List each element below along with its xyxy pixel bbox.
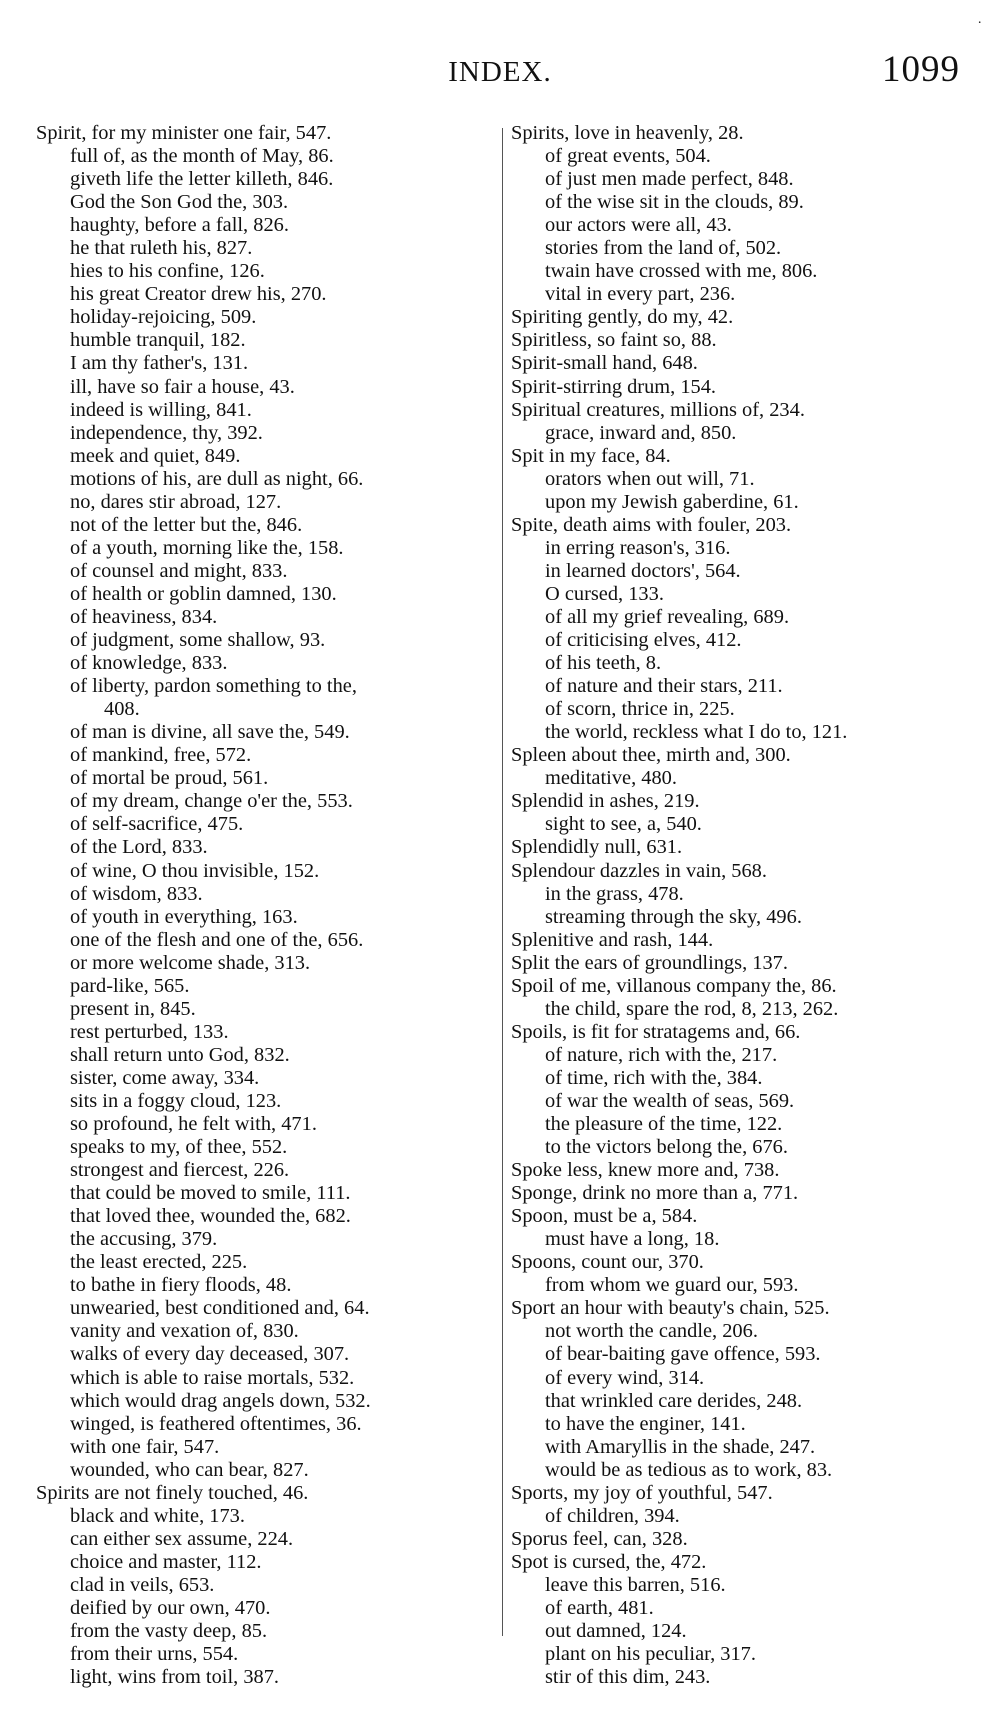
index-entry: Spirit-stirring drum, 154.	[511, 375, 717, 398]
index-subentry: that loved thee, wounded the, 682.	[70, 1205, 351, 1228]
index-subentry: the least erected, 225.	[70, 1251, 248, 1274]
index-subentry: streaming through the sky, 496.	[545, 905, 802, 928]
index-subentry: in the grass, 478.	[545, 882, 684, 905]
index-subentry: of scorn, thrice in, 225.	[545, 698, 735, 721]
index-subentry: shall return unto God, 832.	[70, 1043, 290, 1066]
index-subentry: wounded, who can bear, 827.	[70, 1458, 309, 1481]
index-subentry: from their urns, 554.	[70, 1643, 239, 1666]
index-subentry: of just men made perfect, 848.	[545, 168, 794, 191]
index-subentry: that wrinkled care derides, 248.	[545, 1389, 803, 1412]
index-subentry: O cursed, 133.	[545, 582, 664, 605]
index-subentry: orators when out will, 71.	[545, 467, 755, 490]
index-subentry: of nature, rich with the, 217.	[545, 1043, 778, 1066]
index-subentry: haughty, before a fall, 826.	[70, 214, 289, 237]
page-number: 1099	[882, 49, 960, 90]
index-entry: Sporus feel, can, 328.	[511, 1527, 688, 1550]
index-subentry: with Amaryllis in the shade, 247.	[545, 1435, 816, 1458]
index-entry: Sponge, drink no more than a, 771.	[511, 1182, 799, 1205]
index-subentry: of earth, 481.	[545, 1597, 654, 1619]
index-entry: Splendidly null, 631.	[511, 836, 683, 859]
index-entry: Splendour dazzles in vain, 568.	[511, 859, 767, 882]
index-entry: Spit in my face, 84.	[511, 444, 671, 467]
index-subentry: twain have crossed with me, 806.	[545, 260, 818, 283]
index-subentry: the world, reckless what I do to, 121.	[545, 721, 848, 744]
index-subentry: of the Lord, 833.	[70, 836, 208, 859]
index-entry: Spirits are not finely touched, 46.	[36, 1481, 309, 1504]
index-subentry: upon my Jewish gaberdine, 61.	[545, 490, 799, 513]
index-subentry: from whom we guard our, 593.	[545, 1274, 799, 1297]
index-subentry: choice and master, 112.	[70, 1550, 262, 1573]
index-subentry: of self-sacrifice, 475.	[70, 813, 244, 836]
index-subentry: of his teeth, 8.	[545, 652, 662, 675]
index-subentry: of health or goblin damned, 130.	[70, 582, 337, 605]
index-subentry: his great Creator drew his, 270.	[70, 283, 327, 306]
index-subentry: no, dares stir abroad, 127.	[70, 490, 282, 513]
index-subentry: sits in a foggy cloud, 123.	[70, 1089, 282, 1112]
index-subentry: of a youth, morning like the, 158.	[70, 536, 344, 559]
index-entry: Spirit, for my minister one fair, 547.	[36, 122, 332, 144]
index-subentry: stories from the land of, 502.	[545, 237, 782, 260]
index-subentry: to have the enginer, 141.	[545, 1412, 746, 1435]
index-entry: Sport an hour with beauty's chain, 525.	[511, 1297, 830, 1320]
index-subentry: hies to his confine, 126.	[70, 260, 265, 283]
index-entry: Spiritless, so faint so, 88.	[511, 329, 717, 352]
index-entry: Spiritual creatures, millions of, 234.	[511, 398, 805, 421]
index-subentry: I am thy father's, 131.	[70, 352, 249, 375]
index-subentry: of bear-baiting gave offence, 593.	[545, 1343, 821, 1366]
index-subentry: can either sex assume, 224.	[70, 1527, 294, 1550]
index-entry: Spoils, is fit for stratagems and, 66.	[511, 1020, 801, 1043]
index-subentry: vanity and vexation of, 830.	[70, 1320, 299, 1343]
left-index-column	[36, 122, 506, 1689]
index-subentry: present in, 845.	[70, 997, 196, 1020]
index-subentry: of criticising elves, 412.	[545, 629, 742, 652]
index-subentry: the pleasure of the time, 122.	[545, 1113, 783, 1136]
index-subentry: holiday-rejoicing, 509.	[70, 306, 257, 329]
column-divider	[502, 128, 503, 1636]
index-subentry: of counsel and might, 833.	[70, 559, 288, 582]
index-subentry: that could be moved to smile, 111.	[70, 1182, 351, 1205]
index-subentry: of my dream, change o'er the, 553.	[70, 790, 353, 813]
index-subentry: of mankind, free, 572.	[70, 744, 252, 767]
index-continuation: 408.	[104, 698, 140, 721]
page-header	[40, 48, 960, 98]
index-subentry: of man is divine, all save the, 549.	[70, 721, 350, 744]
index-subentry: one of the flesh and one of the, 656.	[70, 928, 364, 951]
index-subentry: sister, come away, 334.	[70, 1066, 260, 1089]
index-subentry: clad in veils, 653.	[70, 1573, 215, 1596]
index-subentry: winged, is feathered oftentimes, 36.	[70, 1412, 362, 1435]
index-subentry: of great events, 504.	[545, 145, 711, 168]
index-subentry: of war the wealth of seas, 569.	[545, 1089, 795, 1112]
index-subentry: independence, thy, 392.	[70, 421, 263, 444]
index-subentry: to bathe in fiery floods, 48.	[70, 1274, 292, 1297]
index-subentry: he that ruleth his, 827.	[70, 237, 253, 260]
index-subentry: of children, 394.	[545, 1504, 680, 1527]
index-entry: Splenitive and rash, 144.	[511, 928, 714, 951]
index-subentry: stir of this dim, 243.	[545, 1666, 711, 1689]
index-subentry: our actors were all, 43.	[545, 214, 732, 237]
index-subentry: pard-like, 565.	[70, 974, 190, 997]
index-subentry: grace, inward and, 850.	[545, 421, 737, 444]
index-subentry: ill, have so fair a house, 43.	[70, 375, 295, 398]
index-subentry: of judgment, some shallow, 93.	[70, 629, 326, 652]
index-subentry: out damned, 124.	[545, 1620, 687, 1643]
index-subentry: meditative, 480.	[545, 767, 677, 790]
index-entry: Spot is cursed, the, 472.	[511, 1550, 707, 1573]
index-subentry: of wisdom, 833.	[70, 882, 203, 905]
index-subentry: giveth life the letter killeth, 846.	[70, 168, 334, 191]
index-subentry: not worth the candle, 206.	[545, 1320, 758, 1343]
index-subentry: which is able to raise mortals, 532.	[70, 1366, 355, 1389]
index-subentry: of nature and their stars, 211.	[545, 675, 783, 698]
index-entry: Sports, my joy of youthful, 547.	[511, 1481, 773, 1504]
index-subentry: deified by our own, 470.	[70, 1597, 271, 1619]
index-subentry: must have a long, 18.	[545, 1228, 720, 1251]
index-entry: Spirits, love in heavenly, 28.	[511, 122, 744, 144]
index-subentry: God the Son God the, 303.	[70, 191, 289, 214]
index-entry: Spoons, count our, 370.	[511, 1251, 704, 1274]
index-subentry: of the wise sit in the clouds, 89.	[545, 191, 804, 214]
index-subentry: rest perturbed, 133.	[70, 1020, 229, 1043]
index-subentry: or more welcome shade, 313.	[70, 951, 311, 974]
index-subentry: from the vasty deep, 85.	[70, 1620, 268, 1643]
index-subentry: of mortal be proud, 561.	[70, 767, 269, 790]
index-subentry: of knowledge, 833.	[70, 652, 228, 675]
index-entry: Spiriting gently, do my, 42.	[511, 306, 734, 329]
index-subentry: which would drag angels down, 532.	[70, 1389, 371, 1412]
index-subentry: with one fair, 547.	[70, 1435, 220, 1458]
index-entry: Spirit-small hand, 648.	[511, 352, 698, 375]
index-subentry: leave this barren, 516.	[545, 1573, 726, 1596]
index-subentry: humble tranquil, 182.	[70, 329, 246, 352]
index-subentry: vital in every part, 236.	[545, 283, 736, 306]
index-subentry: plant on his peculiar, 317.	[545, 1643, 756, 1666]
index-entry: Spite, death aims with fouler, 203.	[511, 513, 792, 536]
index-subentry: unwearied, best conditioned and, 64.	[70, 1297, 370, 1320]
index-subentry: of liberty, pardon something to the,	[70, 675, 357, 698]
index-subentry: motions of his, are dull as night, 66.	[70, 467, 364, 490]
index-entry: Spoke less, knew more and, 738.	[511, 1159, 780, 1182]
index-subentry: the child, spare the rod, 8, 213, 262.	[545, 997, 839, 1020]
index-entry: Spleen about thee, mirth and, 300.	[511, 744, 791, 767]
index-subentry: would be as tedious as to work, 83.	[545, 1458, 833, 1481]
index-subentry: of wine, O thou invisible, 152.	[70, 859, 320, 882]
index-subentry: full of, as the month of May, 86.	[70, 145, 334, 168]
index-entry: Split the ears of groundlings, 137.	[511, 951, 788, 974]
index-subentry: to the victors belong the, 676.	[545, 1136, 788, 1159]
index-entry: Spoon, must be a, 584.	[511, 1205, 698, 1228]
index-subentry: in learned doctors', 564.	[545, 559, 741, 582]
index-subentry: light, wins from toil, 387.	[70, 1666, 280, 1689]
index-entry: Splendid in ashes, 219.	[511, 790, 700, 813]
index-subentry: in erring reason's, 316.	[545, 536, 731, 559]
index-subentry: black and white, 173.	[70, 1504, 245, 1527]
corner-mark: ·	[977, 16, 982, 31]
index-subentry: not of the letter but the, 846.	[70, 513, 303, 536]
index-entry: Spoil of me, villanous company the, 86.	[511, 974, 837, 997]
index-subentry: indeed is willing, 841.	[70, 398, 252, 421]
page-title: INDEX.	[448, 56, 552, 88]
index-subentry: of all my grief revealing, 689.	[545, 605, 790, 628]
right-index-column	[511, 122, 981, 1689]
index-subentry: of youth in everything, 163.	[70, 905, 298, 928]
index-subentry: of time, rich with the, 384.	[545, 1066, 763, 1089]
index-subentry: the accusing, 379.	[70, 1228, 218, 1251]
index-subentry: so profound, he felt with, 471.	[70, 1113, 317, 1136]
index-subentry: of every wind, 314.	[545, 1366, 705, 1389]
index-subentry: speaks to my, of thee, 552.	[70, 1136, 288, 1159]
index-subentry: strongest and fiercest, 226.	[70, 1159, 290, 1182]
index-subentry: walks of every day deceased, 307.	[70, 1343, 350, 1366]
index-subentry: meek and quiet, 849.	[70, 444, 241, 467]
index-subentry: sight to see, a, 540.	[545, 813, 702, 836]
index-subentry: of heaviness, 834.	[70, 605, 218, 628]
